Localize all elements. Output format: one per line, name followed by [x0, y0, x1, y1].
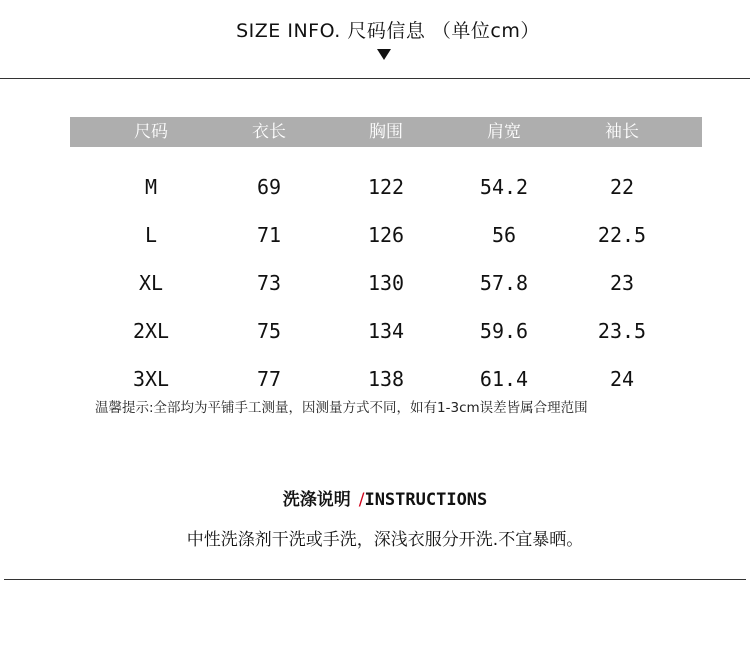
cell-chest: 138 [367, 367, 405, 391]
cell-length: 71 [256, 223, 282, 247]
cell-size: XL [138, 271, 164, 295]
header-chest: 胸围 [369, 122, 403, 142]
table-row [0, 220, 750, 250]
top-divider [0, 78, 750, 79]
cell-chest: 130 [367, 271, 405, 295]
header-size: 尺码 [134, 122, 168, 142]
wash-heading-en: INSTRUCTIONS [364, 490, 488, 510]
cell-size: 2XL [132, 319, 170, 343]
accent-slash: / [358, 490, 365, 510]
cell-chest: 122 [367, 175, 405, 199]
table-row [0, 364, 750, 394]
cell-shoulder: 59.6 [479, 319, 529, 343]
wash-heading-cn: 洗涤说明 [282, 490, 351, 510]
table-row [0, 172, 750, 202]
cell-shoulder: 57.8 [479, 271, 529, 295]
header-sleeve: 袖长 [605, 122, 639, 142]
cell-length: 69 [256, 175, 282, 199]
size-table-header [70, 117, 702, 147]
bottom-divider [4, 579, 746, 580]
page-title: SIZE INFO. 尺码信息 （单位cm） [236, 20, 540, 42]
down-triangle-icon [377, 49, 391, 60]
header-length: 衣长 [252, 122, 286, 142]
cell-chest: 126 [367, 223, 405, 247]
cell-sleeve: 22.5 [597, 223, 647, 247]
cell-chest: 134 [367, 319, 405, 343]
cell-shoulder: 54.2 [479, 175, 529, 199]
cell-shoulder: 56 [491, 223, 517, 247]
cell-size: M [144, 175, 158, 199]
cell-sleeve: 24 [609, 367, 635, 391]
wash-instructions-text: 中性洗涤剂干洗或手洗，深浅衣服分开洗.不宜暴晒。 [186, 530, 584, 550]
cell-size: 3XL [132, 367, 170, 391]
table-row [0, 316, 750, 346]
cell-sleeve: 23.5 [597, 319, 647, 343]
cell-length: 77 [256, 367, 282, 391]
cell-shoulder: 61.4 [479, 367, 529, 391]
cell-size: L [144, 223, 158, 247]
cell-sleeve: 23 [609, 271, 635, 295]
measurement-note: 温馨提示:全部均为平铺手工测量，因测量方式不同，如有1-3cm误差皆属合理范围 [95, 400, 588, 416]
wash-instructions-heading [0, 485, 750, 510]
cell-length: 73 [256, 271, 282, 295]
header-shoulder: 肩宽 [487, 122, 521, 142]
cell-length: 75 [256, 319, 282, 343]
table-row [0, 268, 750, 298]
cell-sleeve: 22 [609, 175, 635, 199]
